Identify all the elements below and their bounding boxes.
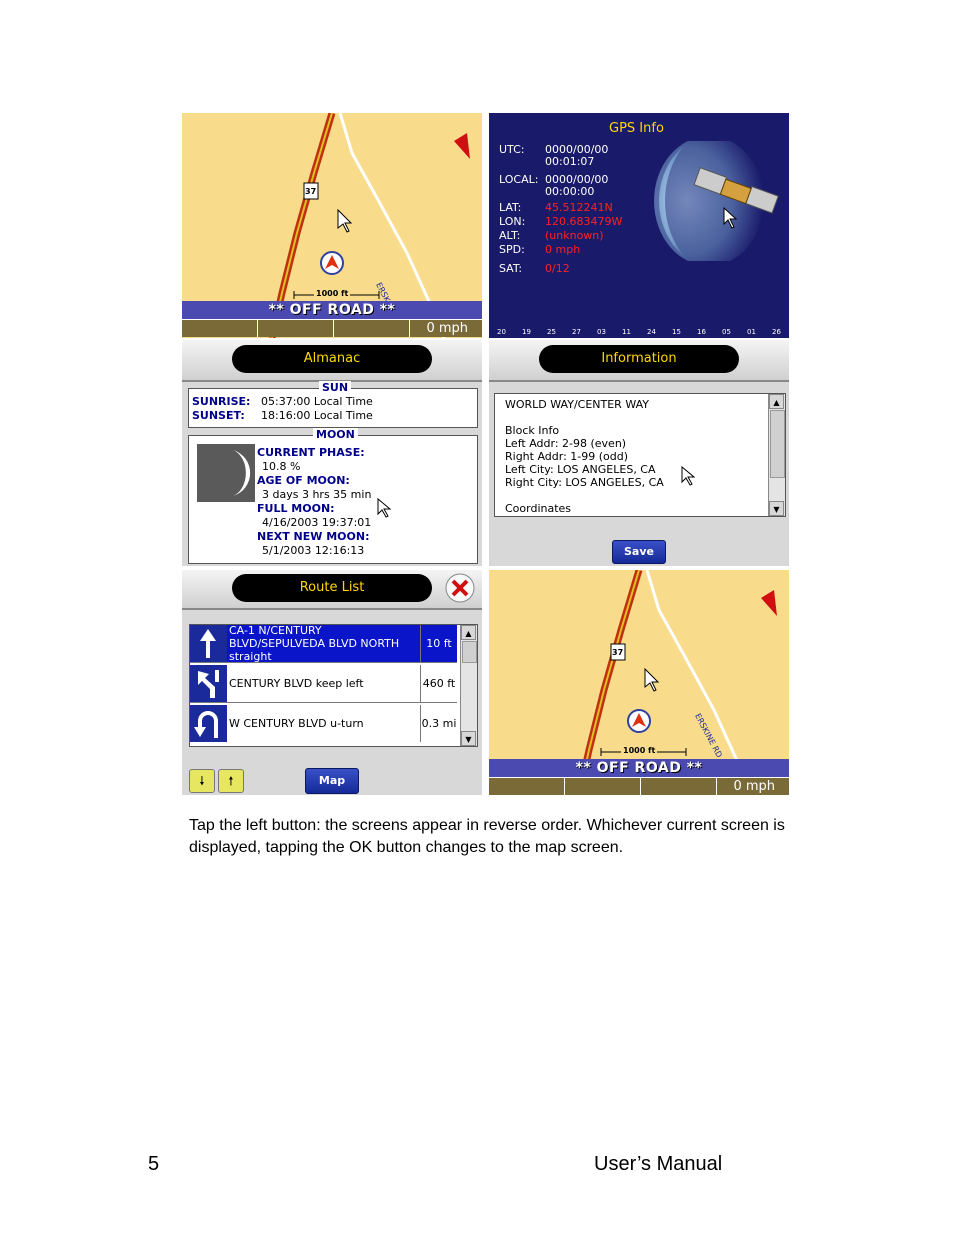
route-text: W CENTURY BLVD u-turn xyxy=(229,717,364,730)
new-moon-value: 5/1/2003 12:16:13 xyxy=(262,544,365,557)
scroll-down-icon[interactable]: ▼ xyxy=(769,501,784,516)
off-road-status: ** OFF ROAD ** xyxy=(489,759,789,777)
arrow-up-button[interactable]: 🠕 xyxy=(218,769,244,793)
info-line xyxy=(505,411,760,424)
route-table xyxy=(189,624,478,747)
info-line xyxy=(505,489,760,502)
information-list[interactable] xyxy=(494,393,786,517)
footer-title: User’s Manual xyxy=(594,1153,723,1175)
gps-info-screen xyxy=(489,113,789,338)
speed-bar xyxy=(489,777,789,795)
sunrise-label: SUNRISE: xyxy=(192,395,251,408)
sat-num: 16 xyxy=(697,328,706,336)
route-distance: 10 ft xyxy=(420,625,457,662)
lon-value: 120.683479W xyxy=(545,215,623,228)
information-scrollbar[interactable] xyxy=(768,394,785,516)
sunset-value: 18:16:00 Local Time xyxy=(261,409,373,422)
phase-value: 10.8 % xyxy=(262,460,301,473)
road-name-label: ERSKINE RD xyxy=(693,712,724,760)
route-list-screen xyxy=(182,570,482,795)
sunset-label: SUNSET: xyxy=(192,409,245,422)
arrow-up-icon xyxy=(190,625,227,662)
scroll-up-icon[interactable]: ▲ xyxy=(461,625,476,640)
moon-box xyxy=(188,428,478,564)
speed-bar xyxy=(182,319,482,337)
scale-label: 1000 ft xyxy=(316,289,349,298)
alt-label: ALT: xyxy=(499,229,521,242)
sat-num: 27 xyxy=(572,328,581,336)
route-text: CA-1 N/CENTURY BLVD/SEPULVEDA BLVD NORTH straight xyxy=(229,624,400,663)
scroll-down-icon[interactable]: ▼ xyxy=(461,731,476,746)
route-distance: 0.3 mi xyxy=(420,705,457,742)
page-number: 5 xyxy=(148,1153,160,1175)
off-road-status: ** OFF ROAD ** xyxy=(182,301,482,319)
sun-box xyxy=(188,381,478,428)
map-button[interactable]: Map xyxy=(305,768,359,794)
route-text: CENTURY BLVD keep left xyxy=(229,677,364,690)
save-button[interactable]: Save xyxy=(612,540,666,564)
alt-value: (unknown) xyxy=(545,229,604,242)
sat-num: 24 xyxy=(647,328,656,336)
spd-value: 0 mph xyxy=(545,243,581,256)
cursor-icon xyxy=(681,466,695,486)
info-line: Right Addr: 1-99 (odd) xyxy=(505,450,629,463)
route-row[interactable] xyxy=(190,625,457,663)
lat-value: 45.512241N xyxy=(545,201,613,214)
age-label: AGE OF MOON: xyxy=(257,474,350,487)
local-date: 0000/00/00 xyxy=(545,173,609,186)
scroll-thumb[interactable] xyxy=(462,641,477,663)
map-screen-bottom xyxy=(489,570,789,795)
info-line: Coordinates xyxy=(505,502,572,515)
sat-num: 15 xyxy=(672,328,681,336)
info-line: Block Info xyxy=(505,424,560,437)
sat-num: 01 xyxy=(747,328,756,336)
scroll-thumb[interactable] xyxy=(770,410,785,478)
information-title: Information xyxy=(539,345,739,373)
lon-label: LON: xyxy=(499,215,526,228)
info-line: Right City: LOS ANGELES, CA xyxy=(505,476,664,489)
sat-num: 19 xyxy=(522,328,531,336)
route-scrollbar[interactable] xyxy=(460,625,477,746)
map-screen-top xyxy=(182,113,482,338)
route-shield: 37 xyxy=(305,187,317,196)
sat-num: 05 xyxy=(722,328,731,336)
full-moon-value: 4/16/2003 19:37:01 xyxy=(262,516,372,529)
close-icon[interactable] xyxy=(444,572,476,604)
sat-value: 0/12 xyxy=(545,262,570,275)
speed-readout: 0 mph xyxy=(733,779,775,794)
sun-title: SUN xyxy=(319,381,351,394)
satellite-number-bar xyxy=(489,328,789,338)
route-row[interactable] xyxy=(190,665,457,703)
route-row[interactable] xyxy=(190,705,457,743)
information-screen xyxy=(489,340,789,566)
sat-num: 20 xyxy=(497,328,506,336)
local-time: 00:00:00 xyxy=(545,185,595,198)
almanac-screen xyxy=(182,340,482,566)
full-moon-label: FULL MOON: xyxy=(257,502,335,515)
local-label: LOCAL: xyxy=(499,173,539,186)
info-line: WORLD WAY/CENTER WAY xyxy=(505,398,649,411)
u-turn-icon xyxy=(190,705,227,742)
route-shield: 37 xyxy=(612,648,624,657)
sat-num: 26 xyxy=(772,328,781,336)
info-line: Left Addr: 2-98 (even) xyxy=(505,437,627,450)
utc-time: 00:01:07 xyxy=(545,155,595,168)
cursor-icon xyxy=(377,498,391,518)
keep-left-icon xyxy=(190,665,227,702)
route-distance: 460 ft xyxy=(420,665,457,702)
route-list-title: Route List xyxy=(232,574,432,602)
new-moon-label: NEXT NEW MOON: xyxy=(257,530,370,543)
lat-label: LAT: xyxy=(499,201,522,214)
age-value: 3 days 3 hrs 35 min xyxy=(262,488,372,501)
almanac-title: Almanac xyxy=(232,345,432,373)
earth-satellite-icon xyxy=(649,141,789,261)
scale-label: 1000 ft xyxy=(623,746,656,755)
spd-label: SPD: xyxy=(499,243,525,256)
arrow-down-button[interactable]: 🠗 xyxy=(189,769,215,793)
phase-label: CURRENT PHASE: xyxy=(257,446,365,459)
sat-num: 03 xyxy=(597,328,606,336)
info-line: Left City: LOS ANGELES, CA xyxy=(505,463,656,476)
sat-label: SAT: xyxy=(499,262,523,275)
utc-label: UTC: xyxy=(499,143,525,156)
caption-text: Tap the left button: the screens appear in reverse order. Whichever current screen is displayed, tapping the OK button changes to the map screen. xyxy=(189,817,785,856)
sat-num: 25 xyxy=(547,328,556,336)
scroll-up-icon[interactable]: ▲ xyxy=(769,394,784,409)
moon-title: MOON xyxy=(313,428,358,441)
sat-num: 11 xyxy=(622,328,631,336)
speed-readout: 0 mph xyxy=(426,321,468,336)
gps-info-title: GPS Info xyxy=(609,121,664,136)
moon-phase-icon xyxy=(197,444,255,502)
sunrise-value: 05:37:00 Local Time xyxy=(261,395,373,408)
utc-date: 0000/00/00 xyxy=(545,143,609,156)
